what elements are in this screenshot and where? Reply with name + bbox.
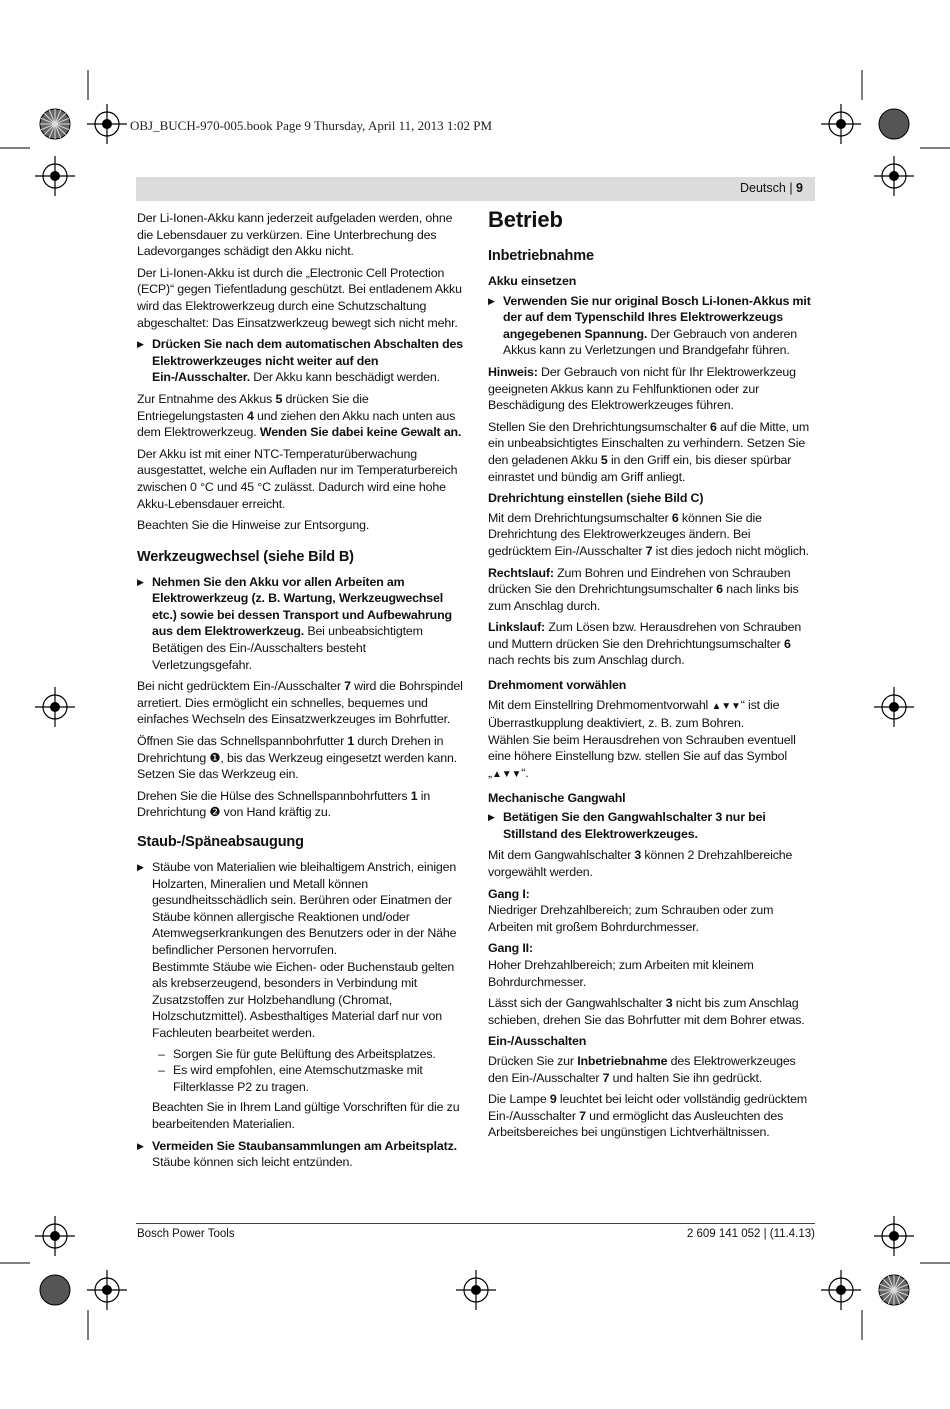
section-heading: Inbetriebnahme (488, 248, 594, 264)
header-language: Deutsch (739, 181, 786, 195)
paragraph: Hoher Drehzahlbereich; zum Arbeiten mit kleinem Bohrdurchmesser. (488, 957, 754, 989)
registration-mark-icon (35, 156, 75, 196)
subsection-heading: Gang II: (488, 941, 533, 956)
paragraph: Beachten Sie die Hinweise zur Entsorgung. (137, 518, 370, 533)
paragraph: Mit dem Gangwahlschalter 3 können 2 Drehzahlbereiche vorgewählt werden. (488, 848, 793, 879)
registration-mark-icon (35, 687, 75, 727)
paragraph: Zur Entnahme des Akkus 5 drücken Sie die Entriegelungstasten 4 und ziehen den Akku nach unten aus dem Elektrowerkzeug. Wenden Sie dabei keine Gewalt an. (137, 391, 462, 440)
paragraph: Niedriger Drehzahlbereich; zum Schrauben oder zum Arbeiten mit großem Bohrdurchmesser. (488, 903, 774, 934)
paragraph: Lässt sich der Gangwahlschalter 3 nicht bis zum Anschlag schieben, drehen Sie das Bohrfutter mit dem Bohrer etwas. (488, 996, 805, 1027)
subsection-heading: Mechanische Gangwahl (488, 790, 626, 805)
section-heading: Werkzeugwechsel (siehe Bild B) (137, 548, 354, 565)
star-mark-icon (40, 109, 70, 139)
registration-mark-icon (874, 156, 914, 196)
paragraph: Öffnen Sie das Schnellspannbohrfutter 1 durch Drehen in Drehrichtung ❶, bis das Werkzeug eingesetzt werden kann. Setzen Sie das Werkzeug ein. (137, 734, 457, 782)
paragraph: Der Li-Ionen-Akku kann jederzeit aufgeladen werden, ohne die Lebensdauer zu verkürzen. Eine Unterbrechung des Ladevorganges schädigt den Akku nicht. (137, 211, 453, 259)
right-column (488, 207, 816, 1146)
registration-mark-icon (821, 1270, 861, 1310)
drill-symbol-icon: ▲▼▼ (491, 769, 522, 781)
footer-brand: Bosch Power Tools (137, 1228, 235, 1240)
registration-mark-icon (35, 1216, 75, 1256)
registration-mark-icon (874, 1216, 914, 1256)
registration-mark-icon (821, 104, 861, 144)
paragraph: Bei nicht gedrücktem Ein-/Ausschalter 7 wird die Bohrspindel arretiert. Dies ermöglicht ein schnelles, bequemes und einfaches Wechseln des Einsatzwerkzeuges im Bohrfutter. (137, 679, 463, 727)
subsection-heading: Ein-/Ausschalten (488, 1034, 587, 1049)
dash-item: – Sorgen Sie für gute Belüftung des Arbeitsplatzes. (152, 1046, 465, 1063)
paragraph: Wählen Sie beim Herausdrehen von Schrauben eventuell eine höhere Einstellung bzw. stellen Sie auf das Symbol „▲▼▼“. (488, 732, 796, 781)
header-label: Deutsch | 9 (739, 181, 803, 195)
page-number: 9 (796, 181, 803, 195)
registration-mark-icon (87, 104, 127, 144)
paragraph: Drehen Sie die Hülse des Schnellspannbohrfutters 1 in Drehrichtung ❷ von Hand kräftig zu. (137, 788, 431, 820)
registration-mark-icon (874, 687, 914, 727)
paragraph: Der Akku ist mit einer NTC-Temperaturüberwachung ausgestattet, welche ein Aufladen nur im Temperaturbereich zwischen 0 °C und 45 °C zulässt. Dadurch wird eine hohe Akku-Lebensdauer erreicht. (137, 446, 458, 511)
footer-rule (136, 1223, 815, 1224)
paragraph: Stellen Sie den Drehrichtungsumschalter 6 auf die Mitte, um ein unbeabsichtigtes Einschalten zu verhindern. Setzen Sie den geladenen Akku 5 in den Griff ein, bis dieser spürbar einrastet und bündig am Griff anliegt. (488, 419, 810, 484)
paragraph: Der Li-Ionen-Akku ist durch die „Electronic Cell Protection (ECP)“ gegen Tiefentladung geschützt. Bei entladenem Akku wird das Elektrowerkzeug durch eine Schutzschaltung abgeschaltet: Das Einsatzwerkzeug bewegt sich nicht mehr. (137, 265, 462, 330)
footer-doc-number: 2 609 141 052 | (11.4.13) (686, 1228, 815, 1240)
paragraph: Mit dem Drehrichtungsumschalter 6 können Sie die Drehrichtung des Elektrowerkzeuges ändern. Bei gedrücktem Ein-/Ausschalter 7 ist dies jedoch nicht möglich. (488, 510, 809, 558)
left-column (137, 210, 465, 1176)
subsection-heading: Gang I: (488, 886, 530, 901)
paragraph: Beachten Sie in Ihrem Land gültige Vorschriften für die zu bearbeitenden Materialien. (152, 1100, 460, 1131)
paragraph: Drücken Sie zur Inbetriebnahme des Elektrowerkzeuges den Ein-/Ausschalter 7 und halten Sie ihn gedrückt. (488, 1053, 796, 1085)
drill-symbol-icon: ▲▼▼ (711, 700, 741, 712)
paragraph: Mit dem Einstellring Drehmomentvorwahl ▲▼▼“ ist die Überrastkupplung deaktiviert, z. B. zum Bohren. (488, 697, 780, 731)
page-header (136, 177, 815, 201)
chapter-heading: Betrieb (488, 207, 563, 232)
warning-bullet: ▶ Betätigen Sie den Gangwahlschalter 3 nur bei Stillstand des Elektrowerkzeuges. (488, 809, 816, 842)
paragraph: Hinweis: Der Gebrauch von nicht für Ihr Elektrowerkzeug geeigneten Akkus kann zu Fehlfunktionen oder zur Beschädigung des Elektrowerkzeuges führen. (488, 364, 796, 413)
paragraph: Linkslauf: Zum Lösen bzw. Herausdrehen von Schrauben und Muttern drücken Sie den Drehrichtungsumschalter 6 nach rechts bis zum Anschlag durch. (488, 620, 802, 668)
registration-mark-icon (456, 1270, 496, 1310)
subsection-heading: Akku einsetzen (488, 274, 577, 288)
section-heading: Staub-/Späneabsaugung (137, 834, 304, 850)
warning-bullet: ▶ Verwenden Sie nur original Bosch Li-Ionen-Akkus mit der auf dem Typenschild Ihres Elektrowerkzeugs angegebenen Spannung. Der Gebrauch von anderen Akkus kann zu Verletzungen und Brandgefahr führen. (488, 293, 816, 359)
print-info: OBJ_BUCH-970-005.book Page 9 Thursday, April 11, 2013 1:02 PM (130, 118, 493, 133)
warning-bullet: ▶ Nehmen Sie den Akku vor allen Arbeiten am Elektrowerkzeug (z. B. Wartung, Werkzeugwechsel etc.) sowie bei dessen Transport und Aufbewahrung aus dem Elektrowerkzeug. Bei unbeabsichtigtem Betätigen des Ein-/Ausschalters besteht Verletzungsgefahr. (137, 574, 465, 674)
warning-bullet: ▶ Drücken Sie nach dem automatischen Abschalten des Elektrowerkzeuges nicht weiter auf den Ein-/Ausschalter. Der Akku kann beschädigt werden. (137, 336, 465, 386)
subsection-heading: Drehrichtung einstellen (siehe Bild C) (488, 491, 704, 506)
subsection-heading: Drehmoment vorwählen (488, 678, 627, 693)
warning-bullet: ▶ Vermeiden Sie Staubansammlungen am Arbeitsplatz. Stäube können sich leicht entzünden. (137, 1138, 465, 1171)
paragraph: Rechtslauf: Zum Bohren und Eindrehen von Schrauben drücken Sie den Drehrichtungsumschalter 6 nach links bis zum Anschlag durch. (488, 565, 799, 613)
star-mark-icon (879, 1275, 909, 1305)
paragraph: Die Lampe 9 leuchtet bei leicht oder vollständig gedrücktem Ein-/Ausschalter 7 und ermöglicht das Ausleuchten des Arbeitsbereiches bei ungünstigen Lichtverhältnissen. (488, 1092, 808, 1140)
registration-mark-icon (87, 1270, 127, 1310)
dash-item: – Es wird empfohlen, eine Atemschutzmaske mit Filterklasse P2 zu tragen. (152, 1062, 465, 1095)
warning-bullet: ▶ Stäube von Materialien wie bleihaltigem Anstrich, einigen Holzarten, Mineralien und Metall können gesundheitsschädlich sein. Berühren oder Einatmen der Stäube können allergische Reaktionen und/oder Atemwegserkrankungen des Benutzers oder in der Nähe befindlicher Personen hervorrufen. Bestimmte Stäube wie Eichen- oder Buchenstaub gelten als krebserzeugend, besonders in Verbindung mit Zusatzstoffen zur Holzbehandlung (Chromat, Holzschutzmittel). Asbesthaltiges Material darf nur von Fachleuten bearbeitet werden. (137, 859, 465, 1042)
